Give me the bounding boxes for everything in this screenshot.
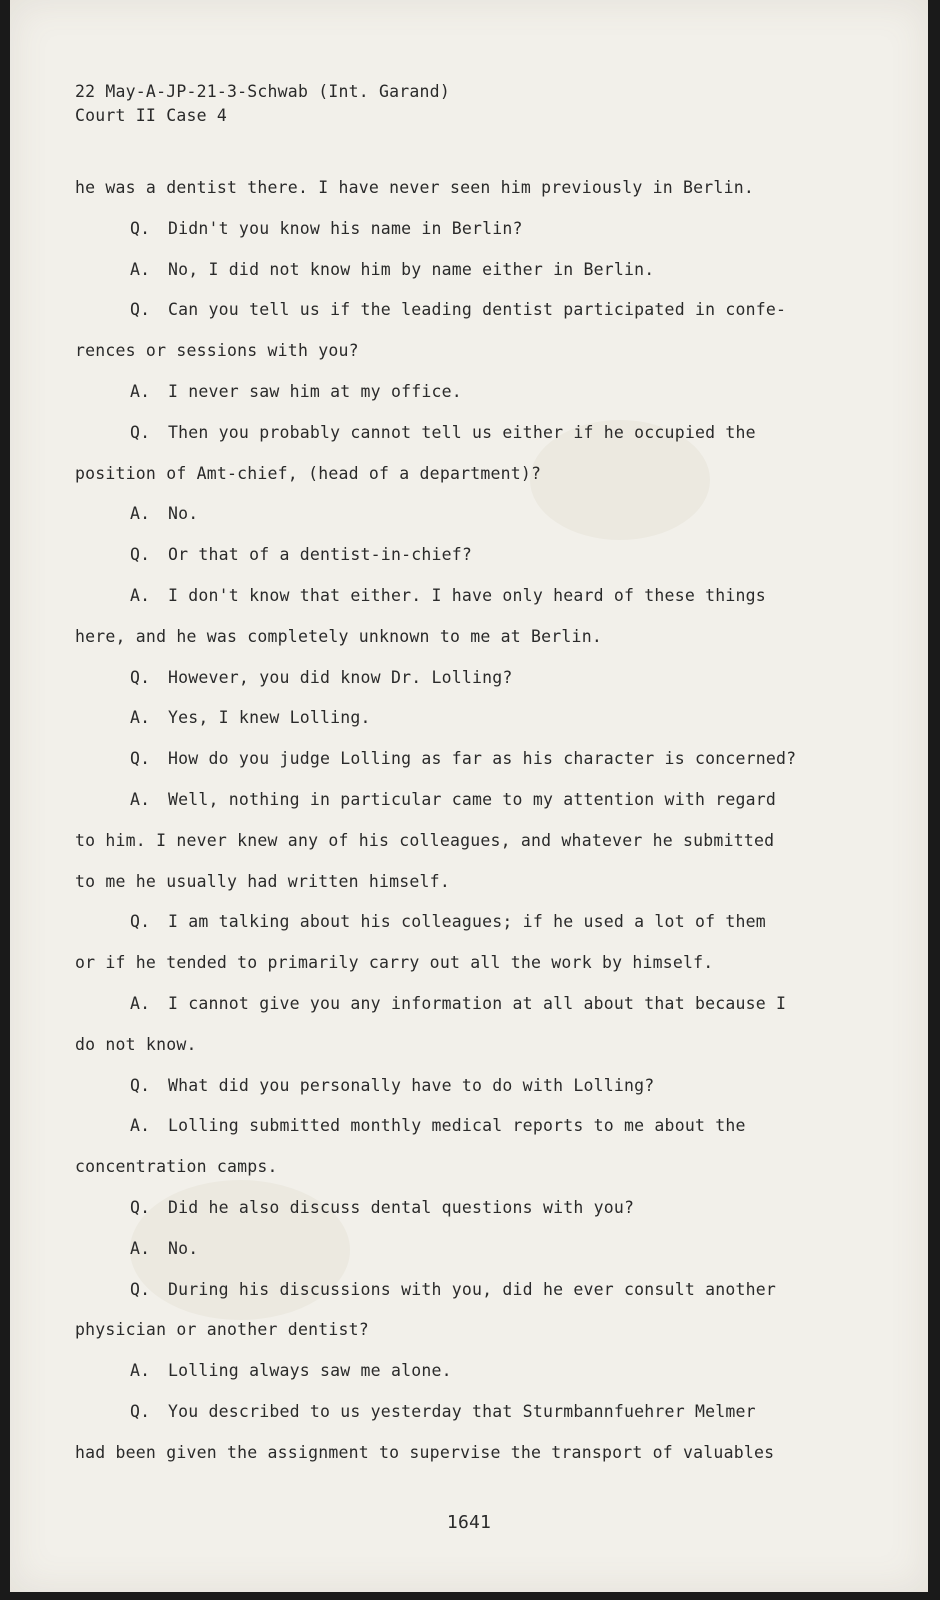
transcript-line [75,1229,835,1270]
line-text: position of Amt-chief, (head of a department)? [75,463,542,483]
transcript-line [75,1270,835,1311]
line-text: to me he usually had written himself. [75,871,450,891]
header-court-case: Court II Case 4 [75,106,228,125]
line-text: You described to us yesterday that Sturmbannfuehrer Melmer [168,1401,756,1421]
line-text: Well, nothing in particular came to my attention with regard [168,789,777,809]
transcript-line [75,494,835,535]
question-marker: Q. [130,422,151,442]
transcript-line [75,168,835,209]
header-reference: 22 May-A-JP-21-3-Schwab (Int. Garand) [75,82,450,101]
transcript-line [75,984,835,1025]
transcript-line [75,1147,835,1188]
line-text: No. [168,1238,199,1258]
transcript-line [75,576,835,617]
answer-marker: A. [130,789,151,809]
line-text: Can you tell us if the leading dentist participated in confe- [168,300,787,320]
line-text: he was a dentist there. I have never seen him previously in Berlin. [75,178,754,197]
line-text: During his discussions with you, did he ever consult another [168,1279,777,1299]
transcript-line [75,1025,835,1066]
answer-marker: A. [130,259,151,279]
transcript-line [75,290,835,331]
page-number: 1641 [446,1512,492,1533]
document-page [10,0,928,1592]
question-marker: Q. [130,1279,151,1299]
answer-marker: A. [130,708,151,728]
transcript-line [75,617,835,658]
question-marker: Q. [130,218,151,238]
line-text: No. [168,504,199,524]
question-marker: Q. [130,1197,151,1217]
line-text: I am talking about his colleagues; if he used a lot of them [168,912,766,932]
transcript-line [75,821,835,862]
line-text: had been given the assignment to supervise the transport of valuables [75,1442,775,1462]
line-text: What did you personally have to do with Lolling? [168,1075,655,1095]
line-text: I don't know that either. I have only heard of these things [168,585,766,605]
answer-marker: A. [130,993,151,1013]
line-text: rences or sessions with you? [75,341,359,361]
transcript-line [75,250,835,291]
answer-marker: A. [130,504,151,524]
line-text: Then you probably cannot tell us either if he occupied the [168,422,756,442]
transcript-line [75,1351,835,1392]
line-text: Or that of a dentist-in-chief? [168,545,473,565]
transcript-line [75,739,835,780]
question-marker: Q. [130,1401,151,1421]
transcript-line [75,331,835,372]
answer-marker: A. [130,1116,151,1136]
transcript-line [75,943,835,984]
answer-marker: A. [130,381,151,401]
transcript-line [75,1310,835,1351]
question-marker: Q. [130,912,151,932]
line-text: Did he also discuss dental questions with you? [168,1197,635,1217]
line-text: or if he tended to primarily carry out all the work by himself. [75,953,714,973]
transcript-line [75,413,835,454]
line-text: Lolling submitted monthly medical reports to me about the [168,1116,746,1136]
question-marker: Q. [130,749,151,769]
transcript-line [75,780,835,821]
line-text: do not know. [75,1034,197,1054]
transcript-line [75,372,835,413]
transcript-line [75,1106,835,1147]
transcript-line [75,454,835,495]
transcript-line [75,1392,835,1433]
answer-marker: A. [130,1361,151,1381]
line-text: to him. I never knew any of his colleagues, and whatever he submitted [75,830,775,850]
line-text: No, I did not know him by name either in Berlin. [168,259,655,279]
transcript-line [75,1188,835,1229]
question-marker: Q. [130,667,151,687]
transcript-line [75,698,835,739]
line-text: Didn't you know his name in Berlin? [168,218,523,238]
line-text: physician or another dentist? [75,1320,369,1340]
answer-marker: A. [130,585,151,605]
question-marker: Q. [130,300,151,320]
line-text: I never saw him at my office. [168,381,462,401]
line-text: How do you judge Lolling as far as his character is concerned? [168,749,797,769]
answer-marker: A. [130,1238,151,1258]
line-text: However, you did know Dr. Lolling? [168,667,513,687]
transcript-line [75,535,835,576]
transcript-line [75,1066,835,1107]
document-header [75,80,450,128]
transcript-line [75,1433,835,1474]
transcript-line [75,658,835,699]
transcript-line [75,902,835,943]
line-text: Yes, I knew Lolling. [168,708,371,728]
transcript-line [75,209,835,250]
question-marker: Q. [130,545,151,565]
transcript-body [75,168,835,1474]
line-text: Lolling always saw me alone. [168,1361,452,1381]
line-text: here, and he was completely unknown to me at Berlin. [75,626,602,646]
line-text: concentration camps. [75,1157,278,1177]
line-text: I cannot give you any information at all about that because I [168,993,787,1013]
transcript-line [75,862,835,903]
question-marker: Q. [130,1075,151,1095]
